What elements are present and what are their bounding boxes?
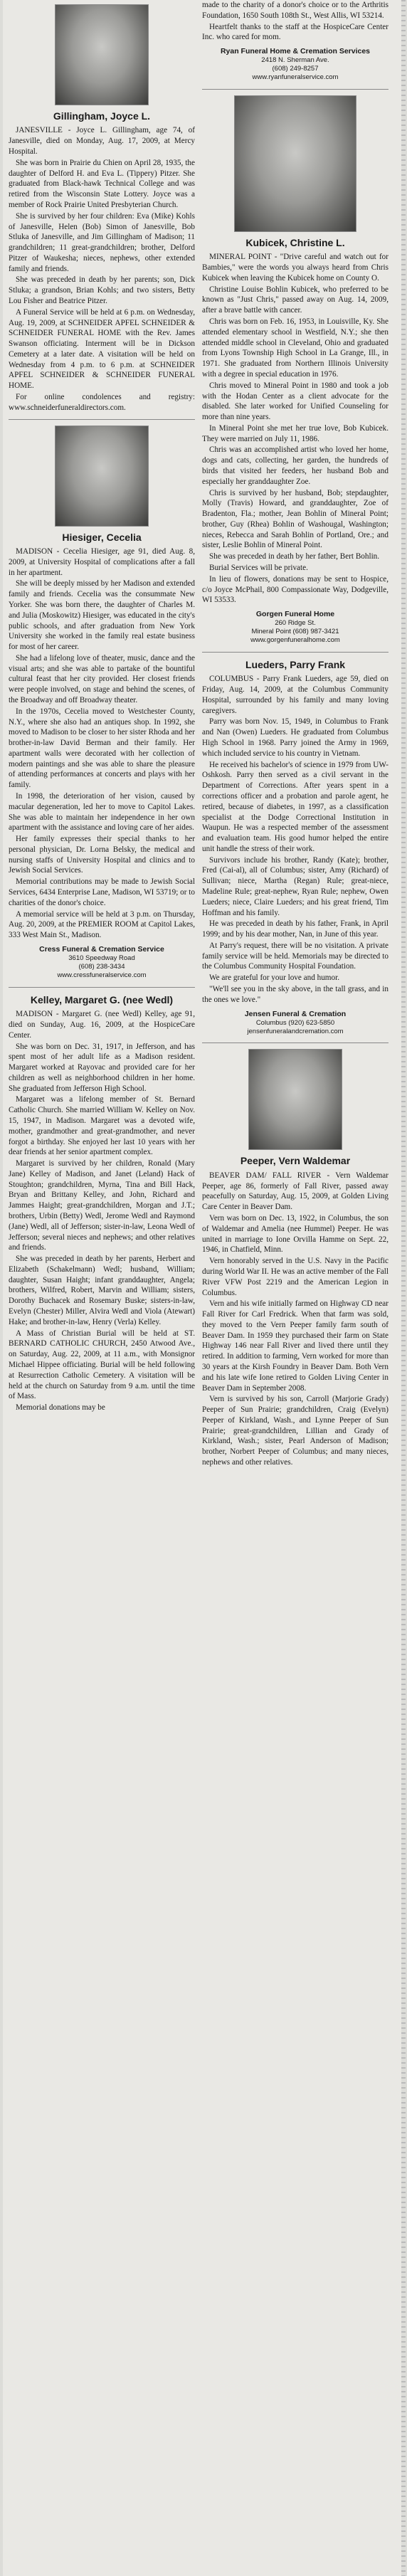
obit-paragraph: Vern and his wife initially farmed on Highway CD near Fall River for Carl Fredrick. When that farm was sold, they moved to the Vern Peeper family farm south of Beaver Dam. In 1959 they purchased their farm on State Highway 146 near Fall River and lived there until they retired. In addition to farming, Vern worked for more than 30 years at the Kirsh Foundry in Beaver Dam. Both Vern and his late wife Ione retired to Golden Living Center in Beaver Dam in September 2008. (202, 1299, 388, 1393)
obit-paragraph: made to the charity of a donor's choice or to the Arthritis Foundation, 1650 South 108th St., West Allis, WI 53214. (202, 1, 388, 20)
obit-paragraph: For online condolences and registry: www.schneiderfuneraldirectors.com. (9, 393, 195, 412)
funeral-home-phone: (608) 249-8257 (272, 65, 319, 73)
obit-paragraph: She will be deeply missed by her Madison and extended family and friends. Cecelia was the consummate New Yorker. She was born there, the daughter of Charles M. and Julia (Moskowitz) Hiesiger, was educated in the city's public schools, and after graduation from New York University she worked in the family real estate business for most of her career. (9, 579, 195, 652)
funeral-home-phone: Mineral Point (608) 987-3421 (251, 628, 339, 636)
obit-paragraph: She was preceded in death by her father, Bert Bohlin. (209, 552, 380, 561)
divider (202, 89, 388, 90)
obit-paragraph: She was preceded in death by her parents; son, Dick Stluka; a grandson, Brian Kohls; and two sisters, Betty Lou Fisher and Beatrice Pitzer. (9, 275, 195, 305)
obit-paragraph: She was born on Dec. 31, 1917, in Jefferson, and has spent most of her adult life as a Madison resident. Margaret worked at Rayovac and provided care for her children as well as neighborhood children in her home. She graduated from Jefferson High School. (9, 1042, 195, 1093)
obit-paragraph: In the 1970s, Cecelia moved to Westchester County, N.Y., where she also had an antiques shop. In 1992, she moved to Madison to be closer to her sister Rhoda and her brother-in-law David Berman and their family. Her apartment walls were decorated with her collection of modern paintings and she was able to share the pleasure of attending performances at concerts and plays with her family. (9, 707, 195, 790)
funeral-home-address: 2418 N. Sherman Ave. (261, 56, 329, 65)
obit-paragraph: BEAVER DAM/ FALL RIVER - Vern Waldemar Peeper, age 86, formerly of Fall River, passed away peacefully on Saturday, Aug. 15, 2009, at Golden Living Care Center in Beaver Dam. (202, 1171, 388, 1212)
funeral-home-name: Gorgen Funeral Home (255, 610, 335, 619)
obit-paragraph: Vern honorably served in the U.S. Navy in the Pacific during World War II. He was an active member of the Fall River VFW Post 2219 and the American Legion in Columbus. (202, 1257, 388, 1297)
obit-name-lueders: Lueders, Parry Frank (245, 658, 346, 670)
obit-paragraph: At Parry's request, there will be no visitation. A private family service will be held. Memorials may be directed to the Columbus Community Hospital Foundation. (202, 941, 388, 971)
funeral-home-name: Ryan Funeral Home & Cremation Services (220, 47, 371, 56)
obit-paragraph: Margaret was a lifelong member of St. Bernard Catholic Church. She married William W. Kelley on Nov. 15, 1947, in Madison. Margaret was a devoted wife, mother, grandmother and great-grandmother, and never forgot a birthday. She enjoyed her last 10 years with her dear friends at her senior apartment complex. (9, 1095, 195, 1157)
obit-paragraph: COLUMBUS - Parry Frank Lueders, age 59, died on Friday, Aug. 14, 2009, at the Columbus Community Hospital, surrounded by his family and many loving caregivers. (202, 675, 388, 715)
obit-paragraph: Chris moved to Mineral Point in 1980 and took a job with the Hodan Center as a client advocate for the disabled. She later worked for Unified Counseling for more than nine years. (202, 381, 388, 422)
obituary-page (3, 0, 401, 2576)
obit-paragraph: Margaret is survived by her children, Ronald (Mary Jane) Kelley of Madison, and Janet (Leland) Hack of Stoughton; grandchildren, Myrna, Tina and Bill Hack, Bryan and Brittany Kelley, and John, Richard and Jammes Haight; great-grandchildren, Morgan and J.T.; brothers, Urbin (Betty) Wedl, Jerome Wedl and Raymond (Jane) Wedl, all of Jefferson; sister-in-law, Leona Wedl of Jefferson; several nieces and nephews; and other relatives and friends. (9, 1159, 195, 1252)
funeral-home-address: 260 Ridge St. (275, 619, 316, 628)
obit-paragraph: She was born in Prairie du Chien on April 28, 1935, the daughter of Delford H. and Eva L. (Tippery) Pitzer. She graduated from Black-hawk Technical College and was retired from the Wisconsin State Lottery. Joyce was a member of Rock Prairie United Presbyterian Church. (9, 158, 195, 209)
funeral-home-name: Jensen Funeral & Cremation (244, 1009, 347, 1018)
obit-paragraph: In Mineral Point she met her true love, Bob Kubicek. They were married on July 11, 1986. (202, 423, 388, 443)
obit-paragraph: Parry was born Nov. 15, 1949, in Columbus to Frank and Nan (Owen) Lueders. He graduated from Columbus High School in 1968. Parry joined the Army in 1969, which included service to his country in Vietnam. (202, 717, 388, 758)
obit-paragraph: Heartfelt thanks to the staff at the HospiceCare Center Inc. who cared for mom. (202, 22, 388, 42)
left-column (9, 0, 195, 2576)
obit-paragraph: Vern is survived by his son, Carroll (Marjorie Grady) Peeper of Sun Prairie; grandchildren, Craig (Evelyn) Peeper of Kirkland, Wash., and Lynne Peeper of Sun Prairie; great-grandchildren, Lillian and Grady of Kirkland, Wash.; sister, Pearl Anderson of Madison; brother, Norbert Peeper of Columbus; and many nieces, nephews and other relatives. (202, 1395, 388, 1467)
obit-paragraph: Memorial contributions may be made to Jewish Social Services, 6434 Enterprise Lane, Madison, WI 53719; or to charities of the donor's choice. (9, 877, 195, 907)
obit-paragraph: In 1998, the deterioration of her vision, caused by macular degeneration, led her to move to Capitol Lakes. She was able to maintain her independence in her own apartment with the assistance and loving care of her aides. (9, 792, 195, 833)
obit-paragraph: She had a lifelong love of theater, music, dance and the visual arts; and she was able to partake of the bountiful cultural feast that her city provided. Her closest friends were people involved, on stage and behind the scenes, of the Broadway and off Broadway theater. (9, 653, 195, 704)
obit-name-gillingham: Gillingham, Joyce L. (53, 110, 151, 122)
obit-paragraph: MINERAL POINT - "Drive careful and watch out for Bambies," were the words you always heard from Chris Kubicek when leaving the Kubicek home on County O. (202, 253, 388, 283)
obit-paragraph: Chris is survived by her husband, Bob; stepdaughter, Molly (Travis) Howard, and granddaughter, Zoe of Bradenton, Fla.; mother, Jean Bohlin of Mineral Point; brother, Guy (Rhea) Bohlin of Washougal, Washington; nieces, Rebecca and Sarah Bohlin of Portland, Ore.; and sister, Leslie Bohlin of Mineral Point. (202, 488, 388, 550)
obit-name-kubicek: Kubicek, Christine L. (245, 236, 345, 248)
obit-name-peeper: Peeper, Vern Waldemar (240, 1155, 351, 1167)
funeral-home-website: www.cressfuneralservice.com (57, 971, 147, 979)
obit-paragraph: A Funeral Service will be held at 6 p.m. on Wednesday, Aug. 19, 2009, at SCHNEIDER APFEL SCHNEIDER & SCHNEIDER FUNERAL HOME with the Rev. James Swanson officiating. Interment will be in Dickson Cemetery at a later date. A visitation will be held on Wednesday from 4 p.m. to 6 p.m. at SCHNEIDER APFEL SCHNEIDER & SCHNEIDER FUNERAL HOME. (9, 307, 195, 391)
obit-paragraph: Memorial donations may be (16, 1403, 105, 1413)
obit-name-hiesiger: Hiesiger, Cecelia (62, 531, 142, 543)
obit-paragraph: He received his bachelor's of science in 1979 from UW-Oshkosh. Parry then served as a civil servant in the Department of Corrections. After years spent in a corrections officer and a probation and parole agent, he retired, because of diabetes, in 1997, as a classification specialist at the Dodge Correctional Institution in Waupun. He was a respected member of the assessment and evaluation team. His good humor helped the entire unit handle the stress of their work. (202, 760, 388, 853)
obit-paragraph: Christine Louise Bohlin Kubicek, who preferred to be known as "Just Chris," passed away on Aug. 14, 2009, after a brave battle with cancer. (202, 285, 388, 315)
funeral-home-phone: (608) 238-3434 (78, 962, 125, 971)
obit-paragraph: A Mass of Christian Burial will be held at ST. BERNARD CATHOLIC CHURCH, 2450 Atwood Ave., on Saturday, Aug. 22, 2009, at 11 a.m., with Monsignor Michael Hippee officiating. Burial will be held following at Resurrection Catholic Cemetery. A visitation will be held at the church on Saturday from 9 a.m. until the time of Mass. (9, 1329, 195, 1401)
obit-paragraph: Chris was born on Feb. 16, 1953, in Louisville, Ky. She attended elementary school in Westfield, N.Y.; she then attended middle school in Cleveland, Ohio and graduated from Lyons Township High School in La Grange, Ill., in 1971. She graduated from Northern Illinois University with a degree in special education in 1976. (202, 317, 388, 379)
funeral-home-block (202, 1010, 388, 1036)
obit-paragraph: "We'll see you in the sky above, in the tall grass, and in the ones we love." (202, 985, 388, 1004)
funeral-home-website: www.gorgenfuneralhome.com (250, 636, 340, 644)
obit-paragraph: She was preceded in death by her parents, Herbert and Elizabeth (Schakelmann) Wedl; husband, William; daughter, Susan Haight; infant granddaughter, Angela; brothers, Wilfred, Robert, Marvin and William; sisters, Dorothy Buchacek and Rosemary Buske; sisters-in-law, Evelyn (Chester) Miller, Alvira Wedl and Viola (Atewart) Hake; and brother-in-law, Henry (Verla) Kelley. (9, 1255, 195, 1326)
obit-paragraph: A memorial service will be held at 3 p.m. on Thursday, Aug. 20, 2009, at the PREMIER ROOM at Capitol Lakes, 333 West Main St., Madison. (9, 909, 195, 940)
funeral-home-website: jensenfuneralandcremation.com (247, 1027, 344, 1035)
photo-peeper (248, 1049, 342, 1150)
page-edge (401, 0, 406, 2576)
divider (202, 652, 388, 653)
obit-paragraph: She is survived by her four children: Eva (Mike) Kohls of Janesville, Helen (Bob) Simon of Janesville, Bob Stluka of Janesville, and Jim Gillingham of Madison; 11 grandchildren; 11 great-grandchildren; brother, Delford Pitzer of Waukesha; nieces, nephews, other extended family and friends. (9, 211, 195, 273)
obit-paragraph: In lieu of flowers, donations may be sent to Hospice, c/o Joyce McPhail, 800 Compassionate Way, Dodgeville, WI 53533. (202, 574, 388, 605)
funeral-home-block (9, 945, 195, 980)
obit-paragraph: Chris was an accomplished artist who loved her home, dogs and cats, collecting, her garden, the hundreds of birds that visited her feeders, her husband Bob and especially her granddaughter Zoe. (202, 445, 388, 486)
obit-name-kelley: Kelley, Margaret G. (nee Wedl) (30, 993, 174, 1005)
funeral-home-block (202, 47, 388, 82)
obit-paragraph: MADISON - Margaret G. (nee Wedl) Kelley, age 91, died on Sunday, Aug. 16, 2009, at the HospiceCare Center. (9, 1010, 195, 1040)
divider (9, 419, 195, 420)
divider (202, 1042, 388, 1043)
obit-paragraph: Her family expresses their special thanks to her personal physician, Dr. Lorna Belsky, the medical and nursing staffs of University Hospital and clinics and to Jewish Social Services. (9, 835, 195, 875)
obit-paragraph: JANESVILLE - Joyce L. Gillingham, age 74, of Janesville, died on Monday, Aug. 17, 2009, at Mercy Hospital. (9, 126, 195, 157)
funeral-home-address: 3610 Speedway Road (68, 954, 135, 963)
obit-paragraph: He was preceded in death by his father, Frank, in April 1999; and by his dear mother, Nan, in June of this year. (202, 919, 388, 939)
obit-paragraph: MADISON - Cecelia Hiesiger, age 91, died Aug. 8, 2009, at University Hospital of complications after a fall in her apartment. (9, 547, 195, 577)
photo-kubicek (234, 95, 356, 232)
obit-paragraph: Burial Services will be private. (209, 564, 308, 572)
photo-hiesiger (55, 426, 149, 527)
obit-paragraph: We are grateful for your love and humor. (209, 973, 340, 983)
funeral-home-block (202, 610, 388, 645)
divider (9, 987, 195, 988)
obit-paragraph: Survivors include his brother, Randy (Kate); brother, Fred (Cai-al), all of Columbus; sister, Amy (Richard) of Sullivan; niece, Martha (Regan) Rule; great-niece, Madeline Rule; great-nephew, Ryan Rule; nephew, Owen Lueders; niece, Claire Lueders; and his great friend, Tim Hoffman and his family. (202, 855, 388, 917)
obit-paragraph: Vern was born on Dec. 13, 1922, in Columbus, the son of Waldemar and Amelia (nee Hummel) Peeper. He was united in marriage to Ione Orvilla Hamme on Sept. 22, 1946, in Chatfield, Minn. (202, 1214, 388, 1255)
funeral-home-phone: Columbus (920) 623-5850 (255, 1018, 335, 1027)
photo-gillingham (55, 4, 149, 105)
right-column (202, 0, 388, 2576)
funeral-home-name: Cress Funeral & Cremation Service (39, 944, 164, 954)
funeral-home-website: www.ryanfuneralservice.com (252, 73, 339, 81)
